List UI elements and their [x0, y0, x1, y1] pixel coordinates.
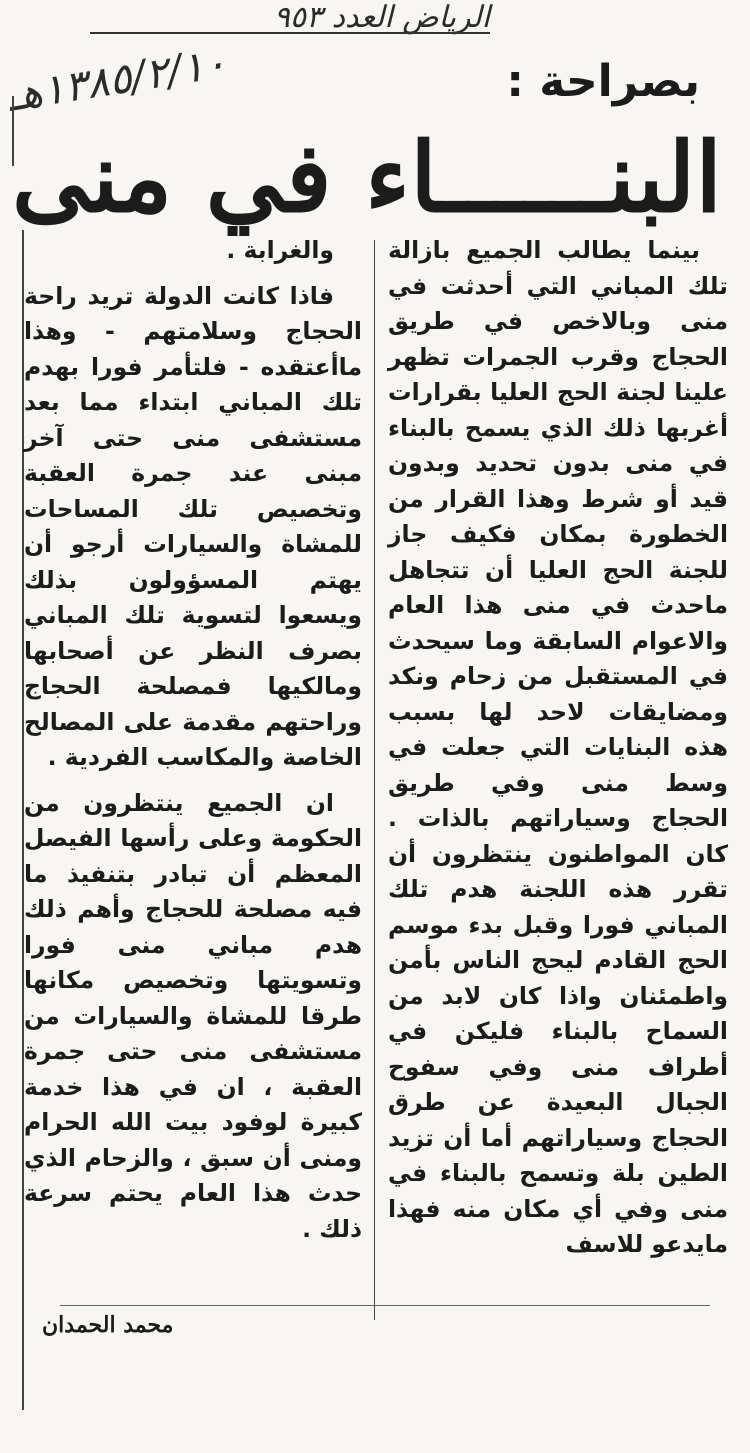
article-column-right [388, 233, 728, 1263]
column-divider [374, 240, 375, 1320]
bottom-rule [60, 1305, 710, 1306]
article-paragraph: ان الجميع ينتظرون من الحكومة وعلى رأسها الفيصل المعظم أن تبادر بتنفيذ ما فيه مصلحة للحجاج وأهم ذلك هدم مباني منى فورا وتسويتها وتخصيص مكانها طرقا للمشاة والسيارات من مستشفى منى حتى جمرة العقبة ، ان في هذا خدمة كبيرة لوفود بيت الله الحرام ومنى أن سبق ، والزحام الذي حدث هذا العام يحتم سرعة ذلك . [24, 788, 362, 1243]
handwritten-date: ١٣٨٥/٢/١٠هـ [4, 37, 230, 121]
column-label: بصراحة : [506, 56, 700, 107]
headline: البنــــــاء في منى [11, 121, 722, 234]
article-paragraph: بينما يطالب الجميع بازالة تلك المباني التي أحدثت في منى وبالاخص في طريق الحجاج وقرب الجمرات تظهر علينا لجنة الحج العليا بقرارات أغربها ذلك الذي يسمح بالبناء في منى بدون تحديد وبدون قيد أو شرط وهذا القرار من الخطورة بمكان فكيف جاز للجنة الحج العليا أن تتجاهل ماحدث في منى هذا العام والاعوام السابقة وما سيحدث في المستقبل من زحام ونكد ومضايقات لاحد لها بسبب هذه البنايات التي جعلت في وسط منى وفي طريق الحجاج وسياراتهم بالذات . كان المواطنون ينتظرون أن تقرر هذه اللجنة هدم تلك المباني فورا وقبل بدء موسم الحج القادم ليحج الناس بأمن واطمئنان واذا كان لابد من السماح بالبناء فليكن في أطراف منى وفي سفوح الجبال البعيدة عن طرق الحجاج وسياراتهم أما أن تزيد الطين بلة وتسمح بالبناء في منى وفي أي مكان منه فهذا مايدعو للاسف [388, 236, 728, 1258]
author-signature: محمد الحمدان [42, 1312, 174, 1338]
handwritten-source-note: الرياض العدد ٩٥٣ [273, 0, 490, 35]
article-paragraph: والغرابة . [226, 236, 334, 264]
handwritten-underline [90, 32, 490, 34]
article-column-left [24, 233, 362, 1247]
article-paragraph: فاذا كانت الدولة تريد راحة الحجاج وسلامتهم - وهذا ماأعتقده - فلتأمر فورا بهدم تلك المباني ابتداء مما بعد مستشفى منى حتى آخر مبنى عند جمرة العقبة وتخصيص تلك المساحات للمشاة والسيارات أرجو أن يهتم المسؤولون بذلك ويسعوا لتسوية تلك المباني بصرف النظر عن أصحابها ومالكيها فمصلحة الحجاج وراحتهم مقدمة على المصالح الخاصة والمكاسب الفردية . [24, 281, 362, 771]
